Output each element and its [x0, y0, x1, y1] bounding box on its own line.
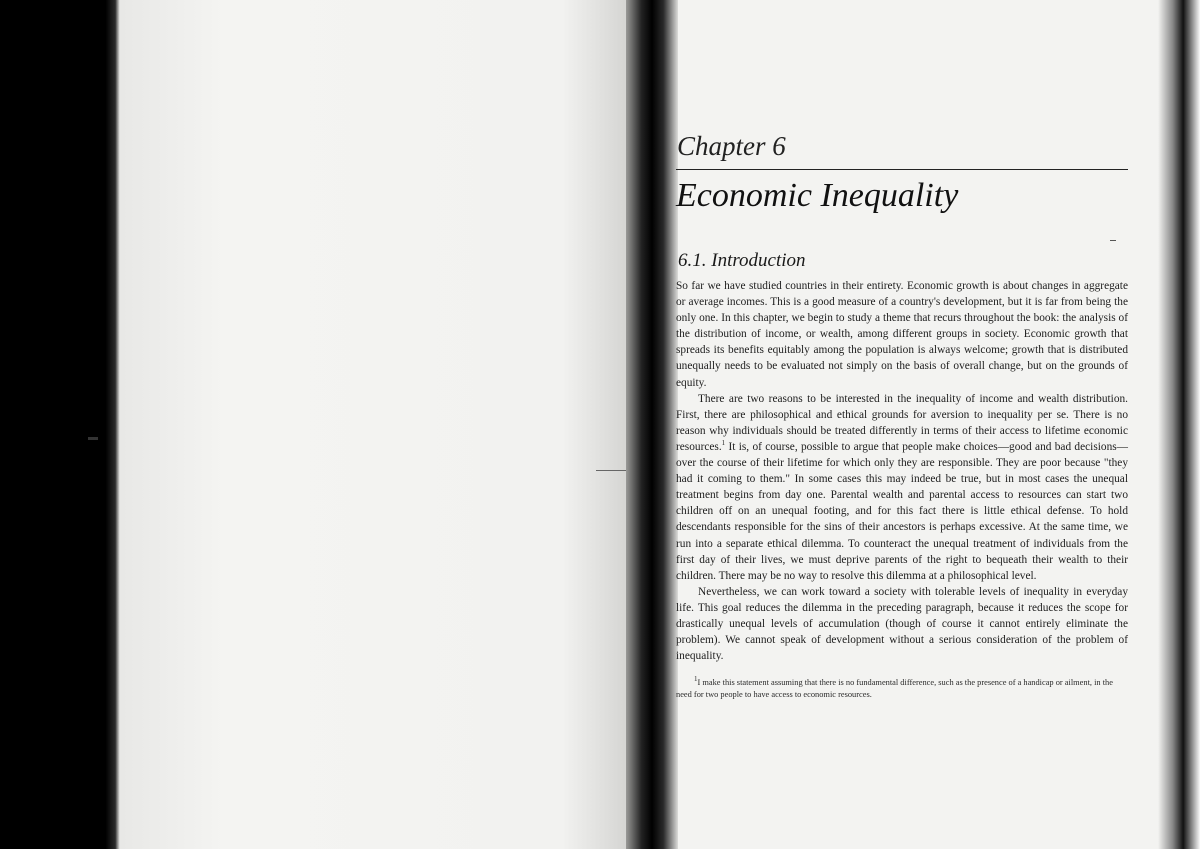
footnote-ref: 1 [721, 439, 726, 448]
scan-speck [596, 470, 626, 471]
paragraph [676, 391, 1128, 584]
chapter-rule [676, 169, 1128, 170]
left-page-blank [120, 0, 640, 849]
paragraph-text: It is, of course, possible to argue that people make choices—good and bad decisions—over the course of their lifetime for which only they are responsible. They are poor because "they had it coming to them." In some cases this may indeed be true, but in most cases the unequal treatment begins from day one. Parental wealth and parental access to resources can start two children off on an unequal footing, and for this fact there is little ethical defense. To hold descendants responsible for the sins of their ancestors is perhaps excessive. At the same time, we run into a separate ethical dilemma. To counteract the unequal treatment of individuals from the first day of their lives, we must deprive parents of the right to bequeath their wealth to their children. There may be no way to resolve this dilemma at a philosophical level. [676, 440, 1128, 582]
chapter-label: Chapter 6 [677, 131, 786, 161]
book-gutter [626, 0, 678, 849]
footnote-text: I make this statement assuming that there is no fundamental difference, such as the presence of a handicap or ailment, in the need for two people to have access to economic resources. [676, 678, 1113, 700]
paragraph: Nevertheless, we can work toward a society with tolerable levels of inequality in everyday life. This goal reduces the dilemma in the preceding paragraph, because it reduces the scope for drastically unequal levels of accumulation (though of course it cannot entirely eliminate the problem). We cannot speak of development without a serious consideration of the problem of inequality. [676, 585, 1128, 663]
chapter-title: Economic Inequality [676, 177, 959, 214]
paragraph: So far we have studied countries in their entirety. Economic growth is about changes in aggregate or average incomes. This is a good measure of a country's development, but it is far from being the only one. In this chapter, we begin to study a theme that recurs throughout the book: the analysis of the distribution of income, or wealth, among different groups in society. Economic growth that spreads its benefits equitably among the population is always welcome; growth that is distributed unequally needs to be evaluated not simply on the basis of overall change, but on the grounds of equity. [676, 280, 1128, 389]
footnote-marker: 1 [694, 675, 698, 684]
paragraph-text: There are two reasons to be interested in the inequality of income and wealth distribution. First, there are philosophical and ethical grounds for aversion to inequality per se. There is no reason why individuals should be treated differently in terms of their access to lifetime economic resources. [676, 392, 1128, 453]
footnote [676, 677, 1128, 701]
body-text [676, 278, 1128, 664]
scan-speck [88, 437, 98, 440]
page-content [676, 130, 1128, 701]
scan-shadow-left [0, 0, 120, 849]
section-heading: 6.1. Introduction [678, 250, 806, 271]
scan-shadow-right [1158, 0, 1200, 849]
